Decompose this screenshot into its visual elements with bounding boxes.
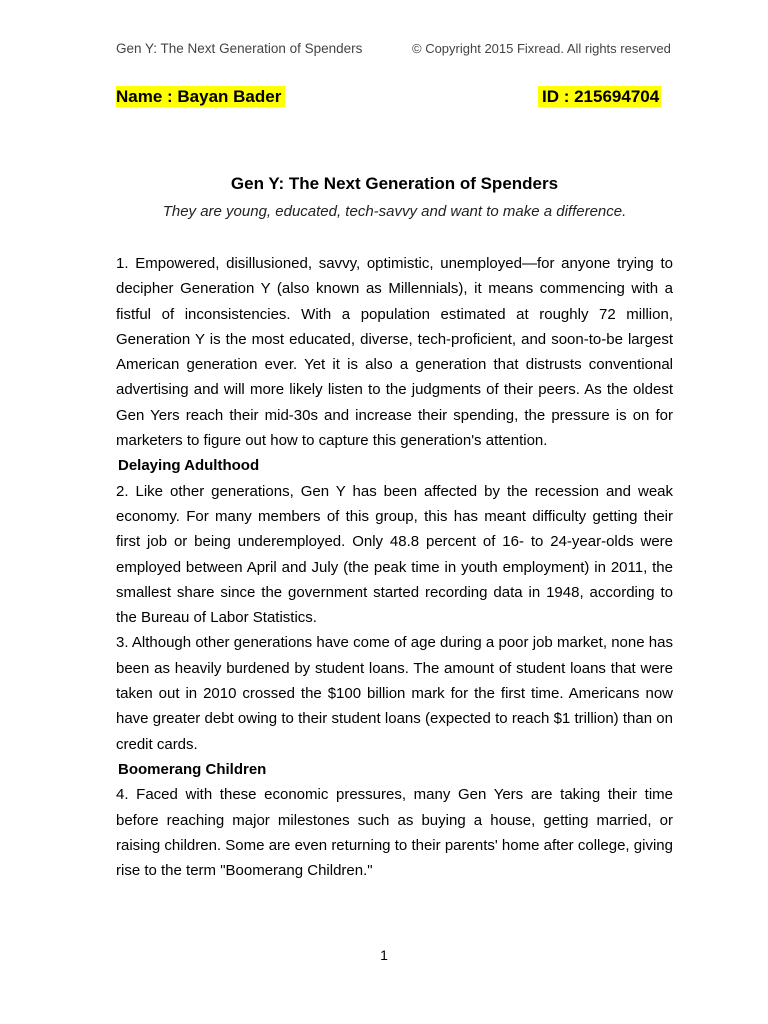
article-title: Gen Y: The Next Generation of Spenders: [230, 174, 559, 193]
paragraph-3: 3. Although other generations have come of age during a poor job market, none has been as heavily burdened by student loans. The amount of student loans that were taken out in 2010 crossed the $100 billion mark for the first time. Americans now have greater debt owing to their student loans (expected to reach $1 trillion) than on credit cards.: [116, 634, 673, 753]
section-heading-boomerang-children: Boomerang Children: [118, 760, 267, 778]
section-heading-delaying-adulthood: Delaying Adulthood: [118, 457, 260, 475]
paragraph-2: 2. Like other generations, Gen Y has been affected by the recession and weak economy. For many members of this group, this has meant difficulty getting their first job or being underemployed. Only 48.8 percent of 16- to 24-year-olds were employed between April and July (the peak time in youth employment) in 2011, the smallest share since the government started recording data in 1948, according to the Bureau of Labor Statistics.: [116, 482, 673, 627]
student-name: Name : Bayan Bader: [116, 86, 285, 107]
page-number: 1: [380, 947, 388, 963]
paragraph-4: 4. Faced with these economic pressures, many Gen Yers are taking their time before reaching major milestones such as buying a house, getting married, or raising children. Some are even returning to their parents' home after college, giving rise to the term "Boomerang Children.": [116, 786, 673, 880]
article-subtitle: They are young, educated, tech-savvy and want to make a difference.: [162, 203, 627, 220]
running-header-copyright: © Copyright 2015 Fixread. All rights reserved: [412, 41, 671, 56]
article-body: [116, 251, 673, 883]
paragraph-1: 1. Empowered, disillusioned, savvy, optimistic, unemployed—for anyone trying to decipher Generation Y (also known as Millennials), it means commencing with a fistful of inconsistencies. With a population estimated at roughly 72 million, Generation Y is the most educated, diverse, tech-proficient, and soon-to-be largest American generation ever. Yet it is also a generation that distrusts conventional advertising and will more likely listen to the judgments of their peers. As the oldest Gen Yers reach their mid-30s and increase their spending, the pressure is on for marketers to figure out how to capture this generation's attention.: [116, 255, 673, 450]
running-header-title: Gen Y: The Next Generation of Spenders: [116, 41, 363, 56]
student-id: ID : 215694704: [538, 86, 661, 107]
